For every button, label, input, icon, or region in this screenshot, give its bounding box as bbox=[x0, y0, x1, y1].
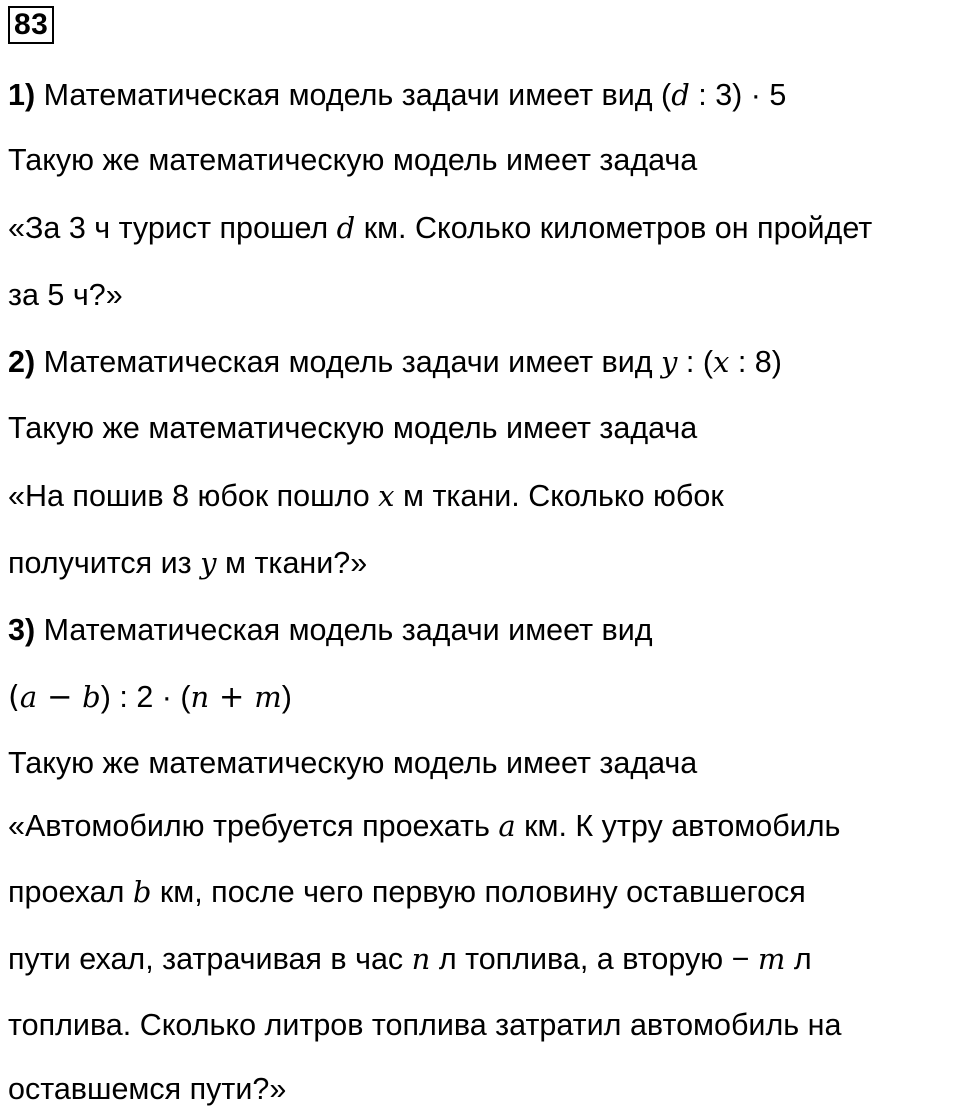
text: л топлива, а вторую − bbox=[430, 942, 758, 976]
text: «За 3 ч турист прошел bbox=[8, 211, 337, 245]
problem-1-model bbox=[8, 73, 786, 117]
var-a: a bbox=[19, 680, 38, 714]
text: получится из bbox=[8, 546, 201, 580]
problem-2-number: 2) bbox=[8, 345, 36, 379]
var-n: n bbox=[190, 680, 210, 714]
text: км, после чего первую половину оставшегося bbox=[151, 875, 806, 909]
problem-2-model bbox=[8, 340, 782, 384]
text: : ( bbox=[677, 345, 714, 379]
problem-2-task-line-1 bbox=[8, 474, 724, 518]
text: км. К утру автомобиль bbox=[515, 809, 841, 843]
var-b: b bbox=[132, 875, 152, 909]
problem-2-same-model: Такую же математическую модель имеет задача bbox=[8, 411, 698, 445]
problem-3-task-line-4: топлива. Сколько литров топлива затратил автомобиль на bbox=[8, 1008, 842, 1042]
text: ) : 2 · ( bbox=[100, 680, 191, 714]
problem-1-task-line-1 bbox=[8, 206, 872, 250]
text: − bbox=[37, 680, 83, 715]
text: ) bbox=[281, 680, 292, 714]
var-y: y bbox=[200, 546, 217, 580]
var-m: m bbox=[757, 942, 786, 976]
problem-3-task-line-5: оставшемся пути?» bbox=[8, 1072, 287, 1106]
text: м ткани. Сколько юбок bbox=[394, 479, 724, 513]
problem-3-task-line-3 bbox=[8, 937, 812, 981]
text: «На пошив 8 юбок пошло bbox=[8, 479, 379, 513]
var-y: y bbox=[661, 345, 678, 379]
text: Математическая модель задачи имеет вид ( bbox=[35, 78, 672, 112]
problem-3-formula bbox=[8, 675, 292, 719]
var-x: x bbox=[378, 479, 395, 513]
problem-1-task-line-2: за 5 ч?» bbox=[8, 278, 123, 312]
var-d: d bbox=[671, 78, 690, 112]
var-x: x bbox=[713, 345, 730, 379]
text: проехал bbox=[8, 875, 133, 909]
problem-3-model bbox=[8, 608, 653, 652]
problem-1-number: 1) bbox=[8, 78, 36, 112]
text: : 3) · 5 bbox=[689, 78, 787, 112]
text: : 8) bbox=[729, 345, 782, 379]
problem-3-task-line-2 bbox=[8, 870, 806, 914]
text: Математическая модель задачи имеет вид bbox=[35, 613, 653, 647]
text: л bbox=[785, 942, 812, 976]
text: ( bbox=[8, 680, 20, 715]
var-a: a bbox=[498, 809, 516, 843]
problem-2-task-line-2 bbox=[8, 541, 367, 585]
problem-1-same-model: Такую же математическую модель имеет задача bbox=[8, 143, 698, 177]
text: + bbox=[209, 680, 255, 715]
problem-3-number: 3) bbox=[8, 613, 36, 647]
text: «Автомобилю требуется проехать bbox=[8, 809, 499, 843]
var-m: m bbox=[254, 680, 282, 714]
var-n: n bbox=[411, 942, 431, 976]
var-d: d bbox=[336, 211, 356, 245]
problem-3-same-model: Такую же математическую модель имеет задача bbox=[8, 746, 698, 780]
text: м ткани?» bbox=[216, 546, 368, 580]
exercise-number: 83 bbox=[8, 6, 54, 44]
text: пути ехал, затрачивая в час bbox=[8, 942, 412, 976]
text: км. Сколько километров он пройдет bbox=[355, 211, 873, 245]
text: Математическая модель задачи имеет вид bbox=[35, 345, 662, 379]
var-b: b bbox=[82, 680, 101, 714]
problem-3-task-line-1 bbox=[8, 804, 840, 848]
